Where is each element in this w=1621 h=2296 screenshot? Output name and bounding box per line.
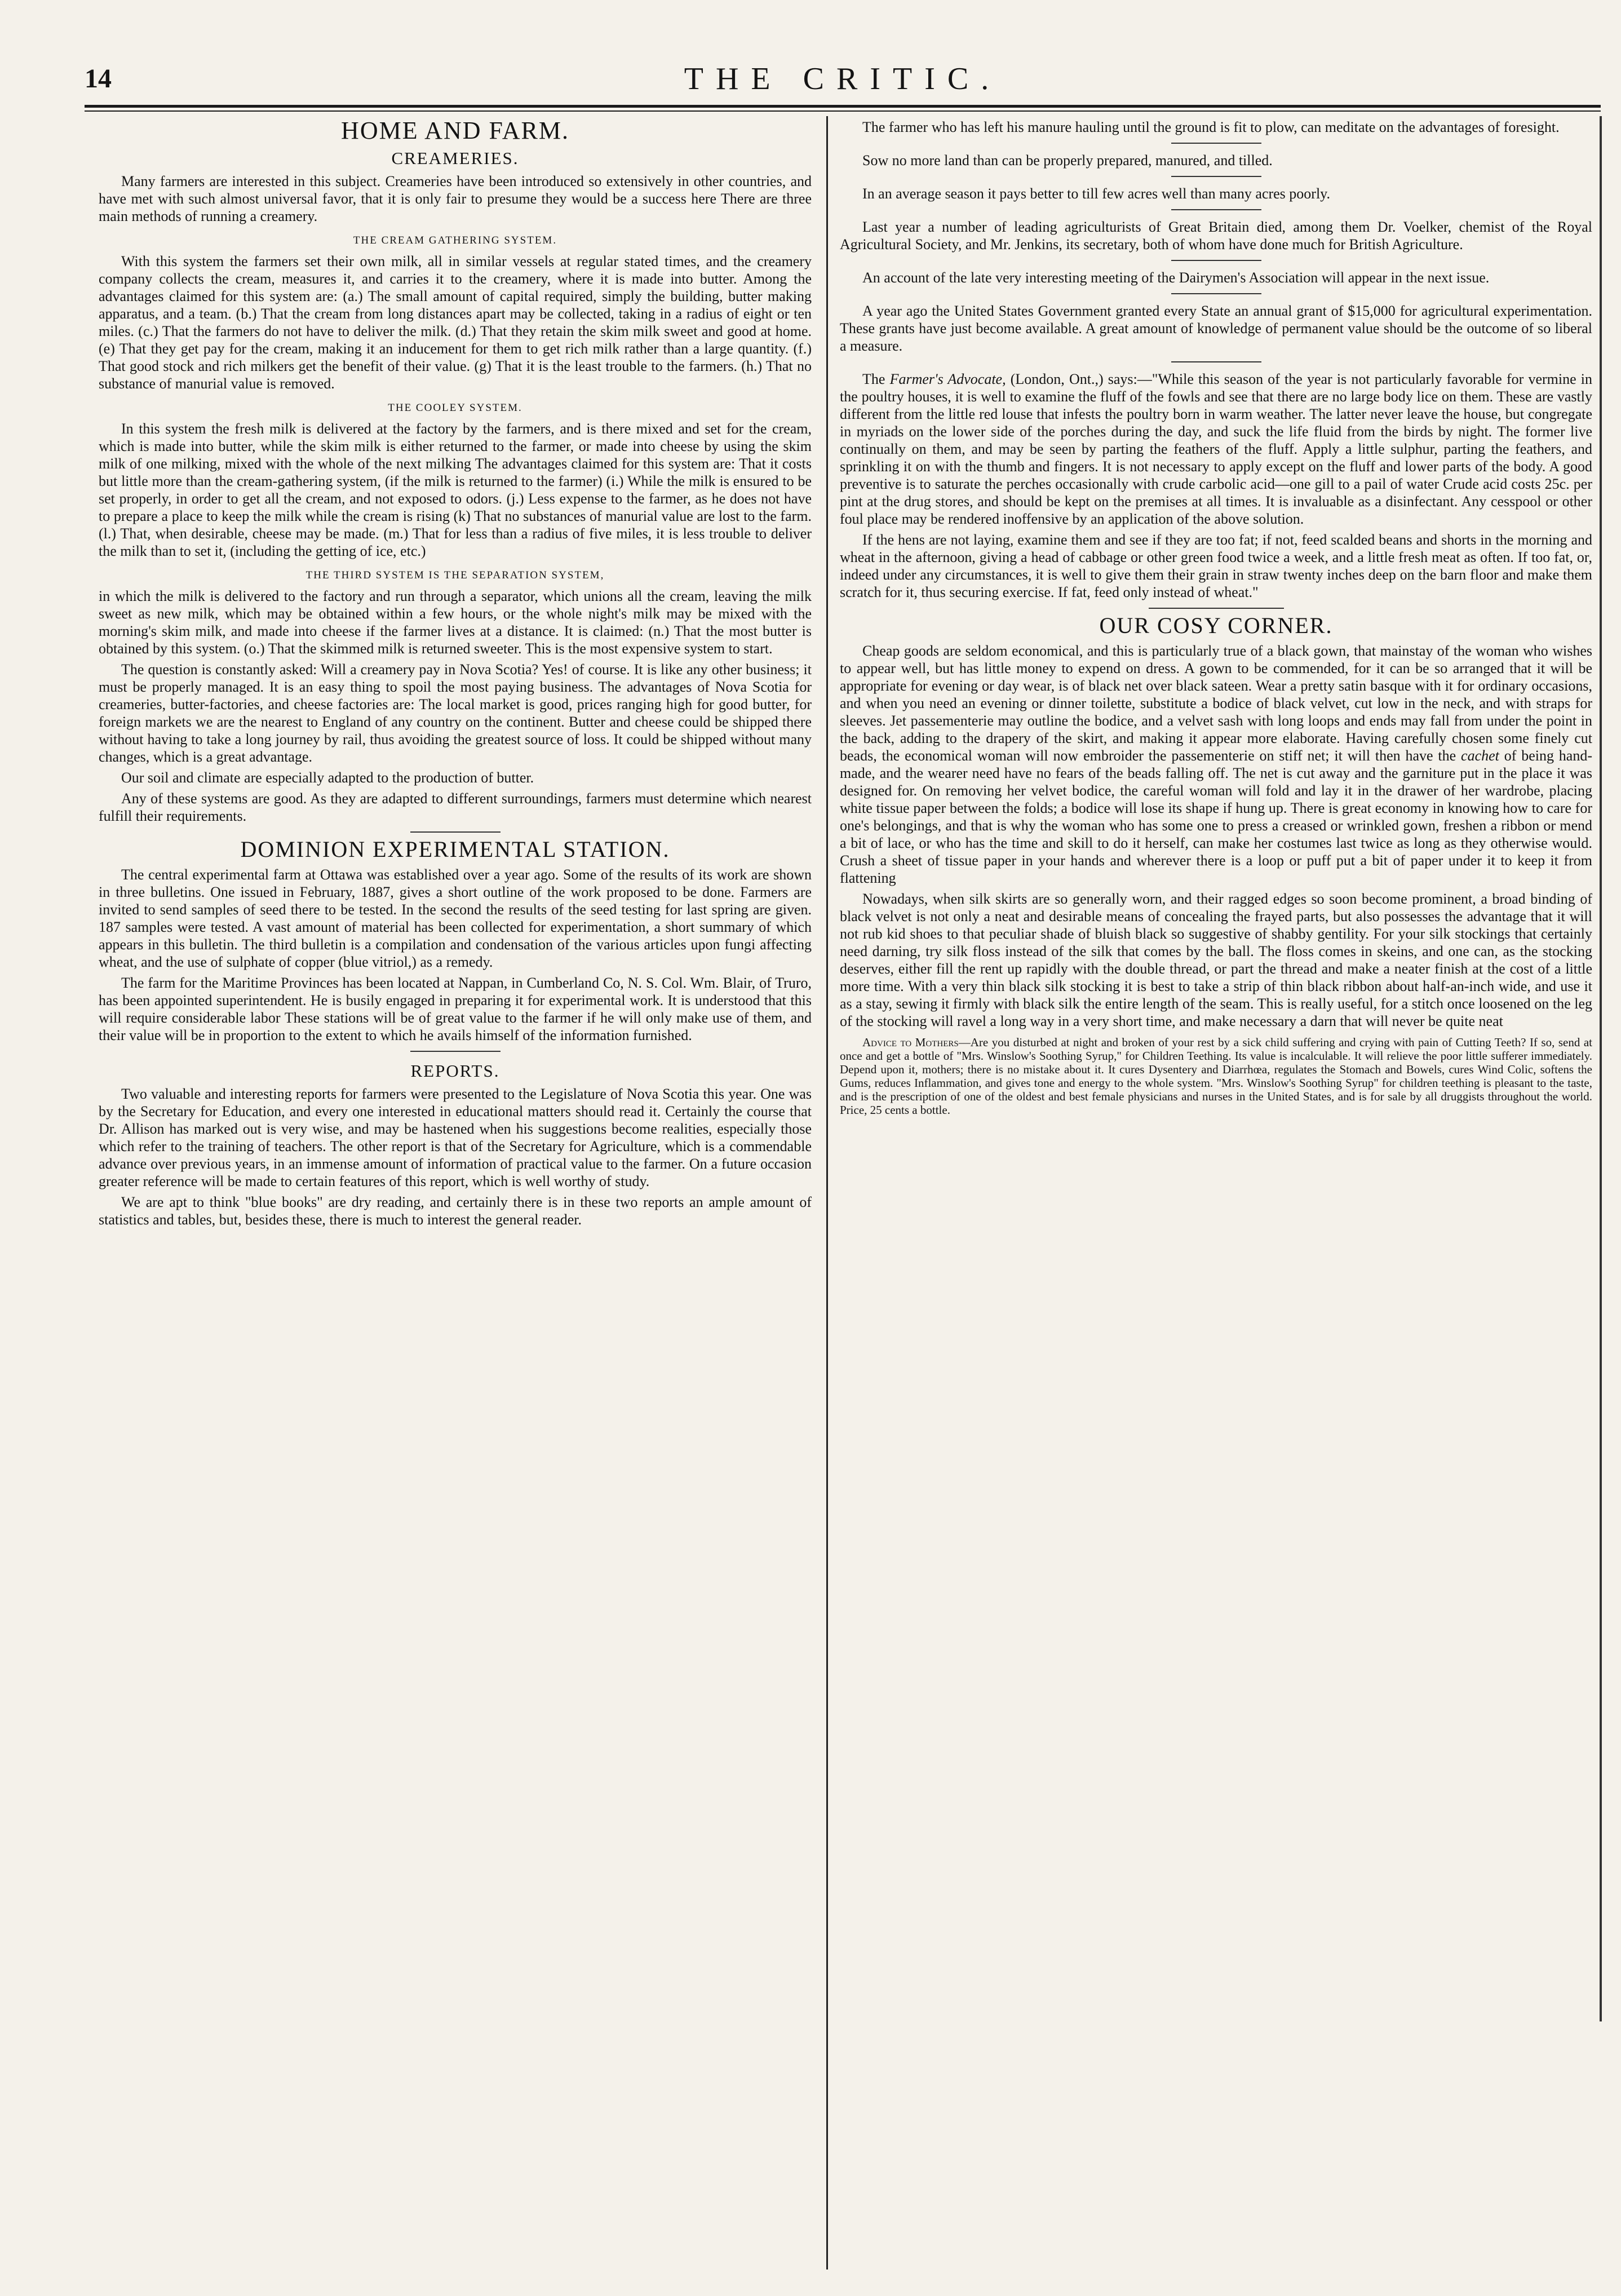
advocate-lead: The	[862, 371, 885, 387]
reports-paragraph-2: We are apt to think "blue books" are dry reading, and certainly there is in these two reports an ample amount of statistics and tables, but, besides these, there is much to interest the general reader.	[99, 1194, 812, 1228]
separation-paragraph-4: Any of these systems are good. As they are adapted to different surroundings, farmers must determine which nearest fulfill their requirements.	[99, 790, 812, 824]
column-divider	[826, 116, 828, 2270]
cosy-paragraph-2: Nowadays, when silk skirts are so generally worn, and their ragged edges so soon become prominent, a broad binding of black velvet is not only a neat and desirable means of concealing the frayed parts, but also possesses the advantage that it will not rub kid shoes to that peculiar shade of bluish black so suggestive of shabby gentility. For your silk stockings that certainly need darning, try silk floss instead of the silk that comes by the ball. The floss comes in skeins, and one can, as the stocking deserves, either fill the rent up rapidly with the double thread, or part the thread and make a neater finish at the cost of a little more time. With a very thin black silk stocking it is best to take a strip of thin black ribbon about half-an-inch wide, and use it as a stay, sewing it firmly with black silk the entire length of the seam. This is really useful, for a stitch once loosened on the leg of the stocking will ravel a long way in a very short time, and make necessary a darn that will never be quite neat	[840, 891, 1592, 1029]
section-title-home-farm: HOME AND FARM.	[341, 117, 569, 144]
cosy-emphasis: cachet	[1461, 747, 1499, 764]
journal-title: THE CRITIC.	[684, 61, 1002, 96]
left-column	[99, 118, 812, 1232]
subsection-title-creameries: CREAMERIES.	[391, 148, 519, 168]
separator-rule	[1171, 361, 1261, 362]
cream-gathering-text: With this system the farmers set their own milk, all in similar vessels at regular stated times, and the creamery company collects the cream, measures it, and carries it to the creamery, where it is made into butter. Among the advantages claimed for this system are: (a.) The small amount of capital required, simply the building, butter making apparatus, and a team. (b.) That the cream from long distances apart may be collected, taking in a radius of eight or ten miles. (c.) That the farmers do not have to deliver the milk. (d.) That they retain the skim milk sweet and good at home. (e) That they get pay for the cream, making it an inducement for them to get rich milk rather than a large quantity. (f.) That good stock and rich milkers get the benefit of their value. (g) That it is the least trouble to the farmers. (h.) That no substance of manurial value is removed.	[99, 253, 812, 392]
separator-rule	[1149, 608, 1284, 609]
section-title-reports: REPORTS.	[410, 1061, 500, 1081]
cooley-text: In this system the fresh milk is delivered at the factory by the farmers, and is there mixed and set for the cream, which is made into butter, while the skim milk is either returned to the farmer, or made into cheese by using the skim milk of one milking, mixed with the whole of the next milking The advantages claimed for this system are: That it costs but little more than the cream-gathering system, (if the milk is returned to the farmer) (i.) While the milk is ensured to be set properly, in order to get all the cream, and not exposed to odors. (j.) Less expense to the farmer, as he does not have to prepare a place to keep the milk while the cream is rising (k) That no substances of manurial value are lost to the farm. (l.) That, when desirable, cheese may be made. (m.) That for less than a radius of five miles, it is less trouble to deliver the milk than to set it, (including the getting of ice, etc.)	[99, 421, 812, 559]
advertisement-text: —Are you disturbed at night and broken of your rest by a sick child suffering and crying with pain of Cutting Teeth? If so, send at once and get a bottle of "Mrs. Winslow's Soothing Syrup," for Children Teething. Its value is incalculable. It will relieve the poor little sufferer immediately. Depend upon it, mothers; there is no mistake about it. It cures Dysentery and Diarrhœa, regulates the Stomach and Bowels, cures Wind Colic, softens the Gums, reduces Inflammation, and gives tone and energy to the whole system. "Mrs. Winslow's Soothing Syrup" for children teething is pleasant to the taste, and is the prescription of one of the oldest and best female physicians and nurses in the United States, and is for sale by all druggists throughout the world. Price, 25 cents a bottle.	[840, 1036, 1592, 1117]
separation-paragraph-2: The question is constantly asked: Will a creamery pay in Nova Scotia? Yes! of course. It is like any other business; it must be properly managed. It is an easy thing to spoil the most paying business. The advantages of Nova Scotia for creameries, butter-factories, and cheese factories are: The local market is good, prices ranging high for good butter, for foreign markets we are the nearest to England of any country on the continent. Butter and cheese could be shipped there without having to take a long journey by rail, thus avoiding the greatest source of loss. It could be shipped without many changes, which is a great advantage.	[99, 661, 812, 765]
short-item: An account of the late very interesting meeting of the Dairymen's Association will appear in the next issue.	[862, 269, 1490, 286]
advocate-text: (London, Ont.,) says:—"While this season of the year is not particularly favorable for vermine in the poultry houses, it is well to examine the fluff of the fowls and see that there are no large body lice on them. These are vastly different from the little red louse that infests the poultry born in warm weather. The latter never leave the house, but congregate in myriads on the lower side of the porches during the day, and suck the life fluid from the birds by night. The former live continually on them, and may be seen by parting the feathers of the fluff. Apply a little sulphur, parting the feathers, and sprinkling it on with the thumb and fingers. It is not necessary to apply except on the fluff and lower parts of the body. A good preventive is to saturate the perches occasionally with crude carbolic acid—one gill to a pail of water Crude acid costs 25c. per pint at the drug stores, and should be kept on the premises at all times. It is invaluable as a disinfectant. Any cesspool or other foul place may be rendered inoffensive by an application of the above solution.	[840, 371, 1593, 527]
advocate-paragraph-1	[840, 370, 1592, 528]
creameries-intro: Many farmers are interested in this subject. Creameries have been introduced so extensively in other countries, and have met with such almost universal favor, that it is only fair to presume they would be a success here There are three main methods of running a creamery.	[99, 173, 812, 224]
heading-separation: THE THIRD SYSTEM IS THE SEPARATION SYSTEM,	[305, 569, 605, 581]
dominion-paragraph-2: The farm for the Maritime Provinces has been located at Nappan, in Cumberland Co, N. S. Col. Wm. Blair, of Truro, has been appointed superintendent. He is busily engaged in preparing it for experimental work. It is understood that this will require considerable labor These stations will be of great value to the farmer if he will only make use of them, and their value will be in proportion to the extent to which he avails himself of the information furnished.	[99, 975, 812, 1043]
heading-cooley: THE COOLEY SYSTEM.	[388, 402, 522, 414]
section-title-cosy-corner: OUR COSY CORNER.	[1099, 613, 1333, 638]
page-number: 14	[85, 64, 112, 94]
dominion-paragraph-1: The central experimental farm at Ottawa was established over a year ago. Some of the results of its work are shown in three bulletins. One issued in February, 1887, gives a short outline of the work proposed to be done. Farmers are invited to send samples of seed there to be tested. In the second the results of the seed testing for last spring are given. 187 samples were tested. A vast amount of material has been collected for experimentation, a short summary of which appears in this bulletin. The third bulletin is a compilation and condensation of the various articles upon fungi affecting wheat, and the use of sulphate of copper (blue vitriol,) as a remedy.	[99, 866, 812, 970]
separator-rule	[410, 831, 501, 833]
cosy-paragraph-1	[840, 642, 1592, 887]
masthead-rule	[85, 105, 1601, 108]
short-item: The farmer who has left his manure hauling until the ground is fit to plow, can meditate on the advantages of foresight.	[862, 119, 1560, 135]
advocate-paper-name: Farmer's Advocate,	[889, 371, 1006, 387]
cosy-text-b: of being hand-made, and the wearer need have no fears of the beads falling off. The net is cut away and the garniture put in the place it was designed for. On removing her velvet bodice, the careful woman will fold and lay it in the drawer of her wardrobe, placing white tissue paper between the folds; a bodice will lose its shape if hung up. There is great economy in knowing how to care for one's belongings, and that is why the woman who has some one to press a creased or wrinkled gown, freshen a ribbon or mend a bit of lace, or who has the time and skill to do it herself, can make her costumes last twice as long as they otherwise would. Crush a sheet of tissue paper in your hands and wherever there is a loop or puff put a bit of paper under it to keep it from flattening	[840, 747, 1593, 886]
page-edge-rule	[1600, 116, 1602, 2021]
advertisement-notice	[840, 1036, 1592, 1117]
separator-rule	[410, 1051, 501, 1052]
short-item: In an average season it pays better to till few acres well than many acres poorly.	[862, 185, 1330, 202]
section-title-dominion: DOMINION EXPERIMENTAL STATION.	[240, 837, 670, 862]
masthead-rule-thin	[85, 110, 1601, 112]
separation-text: in which the milk is delivered to the factory and run through a separator, which unions all the cream, leaving the milk sweet as new milk, which may be obtained within a few hours, or the whole night's milk may be mixed with the morning's skim milk, and made into cheese if the farmer lives at a distance. It is claimed: (n.) That the most butter is obtained by this system. (o.) That the skimmed milk is returned sweeter. This is the most expensive system to start.	[99, 588, 812, 657]
separator-rule	[1171, 209, 1261, 210]
heading-cream-gathering: THE CREAM GATHERING SYSTEM.	[353, 235, 557, 246]
masthead	[85, 56, 1601, 101]
separator-rule	[1171, 143, 1261, 144]
separator-rule	[1171, 176, 1261, 177]
reports-paragraph-1: Two valuable and interesting reports for farmers were presented to the Legislature of Nova Scotia this year. One was by the Secretary for Education, and every one interested in educational matters should read it. Certainly the course that Dr. Allison has marked out is very wise, and may be hastened when his suggestions become realities, especially those which refer to the training of teachers. The other report is that of the Secretary for Agriculture, which is a commendable advance over previous years, in an immense amount of information of practical value to the farmer. On a future occasion greater reference will be made to certain features of this report, which is well worthy of study.	[99, 1086, 812, 1189]
advocate-paragraph-2: If the hens are not laying, examine them and see if they are too fat; if not, feed scalded beans and shorts in the morning and wheat in the afternoon, giving a head of cabbage or other green food twice a week, and a little fresh meat as often. If too fat, or, indeed under any circumstances, it is well to give them their grain in straw twenty inches deep on the barn floor and make them scratch for it, thus securing exercise. If fat, feed only instead of wheat."	[840, 532, 1592, 600]
advertisement-label: Advice to Mothers	[862, 1036, 959, 1049]
separator-rule	[1171, 260, 1261, 261]
short-item: Sow no more land than can be properly prepared, manured, and tilled.	[862, 152, 1273, 169]
separation-paragraph-3: Our soil and climate are especially adapted to the production of butter.	[121, 769, 534, 786]
separator-rule	[1171, 293, 1261, 294]
short-item: A year ago the United States Government granted every State an annual grant of $15,000 for agricultural experimentation. These grants have just become available. A great amount of knowledge of permanent value should be the outcome of so liberal a measure.	[840, 303, 1592, 354]
right-column	[840, 118, 1592, 1117]
cosy-text-a: Cheap goods are seldom economical, and this is particularly true of a black gown, that mainstay of the woman who wishes to appear well, but has little money to expend on dress. A gown to be commended, for it can be so arranged that it will be appropriate for evening or day wear, is of black net over black sateen. Wear a pretty satin basque with it for ordinary occasions, and when you need an evening or dinner toilette, substitute a bodice of black velvet, cut low in the neck, and with straps for sleeves. Jet passementerie may outline the bodice, and a velvet sash with long loops and ends may fall from under the point in the back, adding to the drapery of the skirt, and making it appear more elaborate. Having carefully chosen some finely cut beads, the economical woman will now embroider the passementerie on stiff net; it will then have the	[840, 643, 1592, 764]
short-item: Last year a number of leading agriculturists of Great Britain died, among them Dr. Voelker, chemist of the Royal Agricultural Society, and Mr. Jenkins, its secretary, both of whom have done much for British Agriculture.	[840, 219, 1592, 253]
